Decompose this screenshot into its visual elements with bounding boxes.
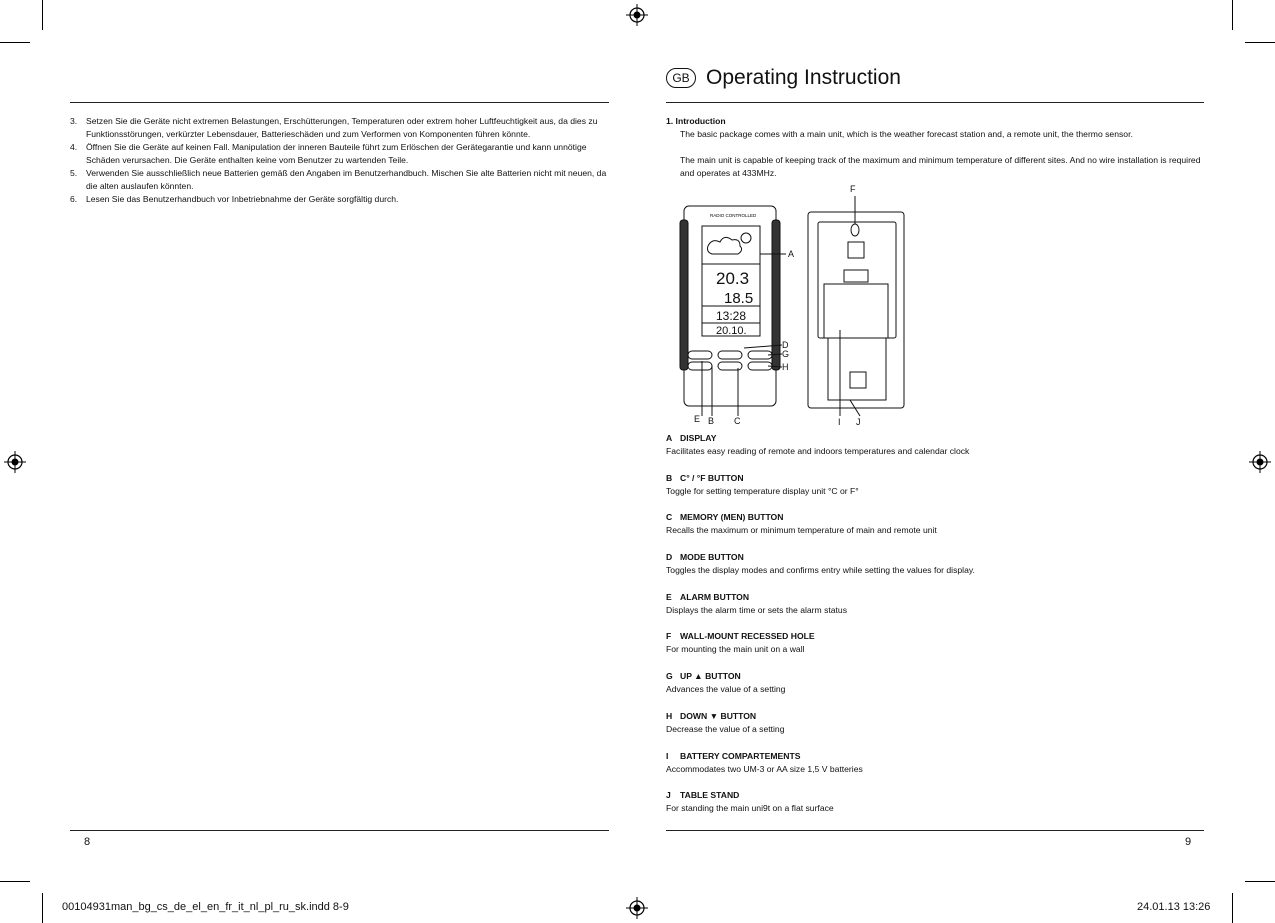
- definition-letter: B: [666, 472, 673, 483]
- introduction-paragraph: The main unit is capable of keeping track of the maximum and minimum temperature of different sites. And no wire installation is required and operates at 433MHz.: [680, 155, 1201, 178]
- definition-heading: UP ▲ BUTTON: [680, 671, 741, 682]
- crop-mark: [42, 893, 43, 923]
- crop-mark: [0, 881, 30, 882]
- definition-heading: DOWN ▼ BUTTON: [680, 710, 757, 721]
- diagram-brand-label: RADIO CONTROLLED: [710, 213, 757, 218]
- diagram-indoor-temp: 20.3: [716, 269, 750, 288]
- right-top-rule: [666, 102, 1204, 103]
- definition-letter: D: [666, 552, 673, 563]
- definition-heading: TABLE STAND: [680, 790, 740, 801]
- parts-definitions: [666, 432, 1211, 829]
- list-item: 4. Öffnen Sie die Geräte auf keinen Fall. Manipulation der inneren Bauteile führt zum Erlöschen der Gerätegarantie und kann unnötige Schäden verursachen. Die Geräte enthalten keine vom Benutzer zu wartenden Teile.: [70, 142, 587, 165]
- left-bottom-rule: [70, 830, 609, 831]
- title-text: Operating Instruction: [706, 66, 901, 89]
- registration-mark-right-icon: [1249, 451, 1271, 473]
- registration-mark-top-icon: [626, 4, 648, 26]
- definition-text: Facilitates easy reading of remote and indoors temperatures and calendar clock: [666, 446, 970, 456]
- callout-label: D: [782, 340, 789, 350]
- page-title: [666, 66, 901, 90]
- diagram-date: 20.10.: [716, 325, 747, 337]
- language-badge: GB: [666, 68, 696, 88]
- definition-heading: C° / °F BUTTON: [680, 472, 744, 483]
- definition-text: Toggle for setting temperature display unit °C or F°: [666, 485, 859, 496]
- definition-letter: I: [666, 750, 669, 761]
- definition-text: Advances the value of a setting: [666, 684, 786, 695]
- definition-item: [666, 789, 1211, 829]
- callout-label: A: [788, 249, 795, 259]
- crop-mark: [1245, 42, 1275, 43]
- definition-item: [666, 710, 1211, 750]
- definition-item: [666, 472, 1211, 512]
- definition-heading: MEMORY (MEN) BUTTON: [680, 512, 784, 523]
- page-number-right: 9: [1185, 836, 1192, 848]
- registration-mark-left-icon: [4, 451, 26, 473]
- definition-heading: WALL-MOUNT RECESSED HOLE: [680, 631, 815, 642]
- definition-letter: A: [666, 433, 673, 443]
- definition-letter: C: [666, 512, 673, 523]
- definition-letter: E: [666, 591, 672, 602]
- definition-item: [666, 750, 1211, 790]
- callout-label: C: [734, 416, 741, 426]
- definition-text: For mounting the main unit on a wall: [666, 644, 805, 655]
- page-number-left: 8: [84, 836, 91, 848]
- callout-label: E: [694, 414, 701, 424]
- introduction-heading: 1. Introduction: [666, 116, 726, 126]
- diagram-outdoor-temp: 18.5: [724, 290, 754, 307]
- definition-letter: H: [666, 710, 673, 721]
- definition-letter: F: [666, 631, 672, 642]
- definition-heading: BATTERY COMPARTEMENTS: [680, 750, 801, 761]
- callout-label: H: [782, 362, 789, 372]
- callout-label: I: [838, 417, 841, 427]
- device-diagram: [678, 180, 918, 432]
- callout-label: G: [782, 349, 790, 359]
- diagram-time: 13:28: [716, 309, 747, 323]
- introduction-paragraph: The basic package comes with a main unit, which is the weather forecast station and, a remote unit, the thermo sensor.: [680, 129, 1133, 139]
- callout-label: J: [856, 417, 861, 427]
- definition-text: Accommodates two UM-3 or AA size 1,5 V batteries: [666, 763, 863, 774]
- crop-mark: [42, 0, 43, 30]
- crop-mark: [1232, 0, 1233, 30]
- right-bottom-rule: [666, 830, 1204, 831]
- slug-filename: 00104931man_bg_cs_de_el_en_fr_it_nl_pl_ru_sk.indd 8-9: [62, 901, 349, 913]
- callout-label: F: [850, 184, 856, 194]
- definition-item: [666, 630, 1211, 670]
- slug-datetime: 24.01.13 13:26: [1137, 901, 1211, 913]
- left-top-rule: [70, 102, 609, 103]
- definition-item: [666, 670, 1211, 710]
- callout-label: B: [708, 416, 715, 426]
- definition-text: For standing the main uni9t on a flat surface: [666, 803, 834, 814]
- definition-letter: J: [666, 790, 671, 801]
- introduction-section: [666, 115, 1211, 180]
- definition-item: [666, 551, 1211, 591]
- list-item: 3. Setzen Sie die Geräte nicht extremen Belastungen, Erschütterungen, Temperaturen oder extrem hoher Luftfeuchtigkeit aus, da dies zu Funktionsstörungen, verkürzter Lebensdauer, Batterieschäden und zum Verformen von Komponenten führen könnte.: [70, 116, 598, 139]
- safety-instructions-list: [70, 115, 610, 206]
- definition-heading: ALARM BUTTON: [680, 591, 750, 602]
- definition-heading: MODE BUTTON: [680, 552, 744, 563]
- crop-mark: [0, 42, 30, 43]
- definition-heading: DISPLAY: [680, 433, 717, 443]
- definition-item: [666, 511, 1211, 551]
- definition-item: [666, 591, 1211, 631]
- definition-item: [666, 432, 1211, 472]
- definition-text: Decrease the value of a setting: [666, 723, 785, 734]
- definition-letter: G: [666, 671, 673, 682]
- crop-mark: [1232, 893, 1233, 923]
- crop-mark: [1245, 881, 1275, 882]
- list-item: 6. Lesen Sie das Benutzerhandbuch vor Inbetriebnahme der Geräte sorgfältig durch.: [70, 194, 399, 204]
- definition-text: Recalls the maximum or minimum temperature of main and remote unit: [666, 525, 937, 536]
- definition-text: Toggles the display modes and confirms entry while setting the values for display.: [666, 565, 975, 576]
- list-item: 5. Verwenden Sie ausschließlich neue Batterien gemäß den Angaben im Benutzerhandbuch. Mischen Sie alte Batterien nicht mit neuen, da die alten auslaufen könnten.: [70, 168, 607, 191]
- registration-mark-bottom-icon: [626, 897, 648, 919]
- definition-text: Displays the alarm time or sets the alarm status: [666, 604, 848, 615]
